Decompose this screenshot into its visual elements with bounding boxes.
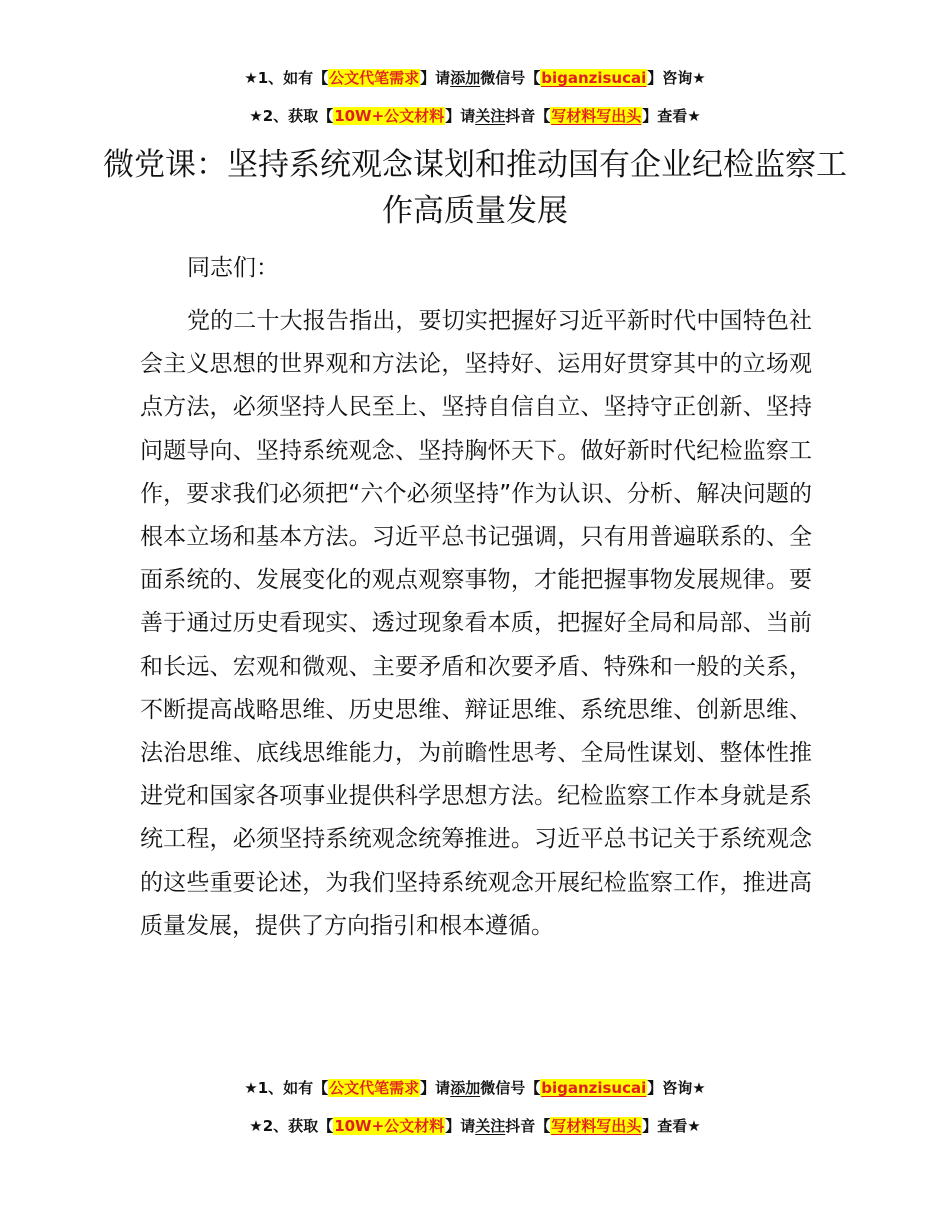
- salutation: 同志们：: [187, 255, 279, 281]
- douyin-account-highlight: 写材料写出头: [551, 1117, 642, 1135]
- materials-highlight: 10W+公文材料: [334, 107, 445, 125]
- header-banner-line-1: [0, 66, 950, 90]
- banner-text: 】咨询★: [647, 1079, 706, 1097]
- banner-text: ★1、如有【: [244, 69, 329, 87]
- document-title: 微党课：坚持系统观念谋划和推动国有企业纪检监察工作高质量发展: [103, 147, 847, 229]
- add-underlined-text: 添加: [450, 69, 481, 87]
- add-underlined-text: 添加: [450, 1079, 481, 1097]
- banner-text: 微信号【: [480, 1079, 541, 1097]
- banner-text: ★2、获取【: [249, 1117, 334, 1135]
- banner-text: 】咨询★: [647, 69, 706, 87]
- banner-text: 】请: [445, 1117, 476, 1135]
- banner-text: ★1、如有【: [244, 1079, 329, 1097]
- banner-text: 抖音【: [505, 1117, 551, 1135]
- douyin-account-highlight: 写材料写出头: [551, 107, 642, 125]
- follow-underlined-text: 关注: [475, 107, 506, 125]
- banner-text: 】请: [420, 69, 451, 87]
- footer-banner-line-2: [0, 1114, 950, 1138]
- materials-highlight: 10W+公文材料: [334, 1117, 445, 1135]
- body-paragraph: 党的二十大报告指出，要切实把握好习近平新时代中国特色社会主义思想的世界观和方法论，坚持好、运用好贯穿其中的立场观点方法，必须坚持人民至上、坚持自信自立、坚持守正创新、坚持问题导向、坚持系统观念、坚持胸怀天下。做好新时代纪检监察工作，要求我们必须把“六个必须坚持”作为认识、分析、解决问题的根本立场和基本方法。习近平总书记强调，只有用普遍联系的、全面系统的、发展变化的观点观察事物，才能把握事物发展规律。要善于通过历史看现实、透过现象看本质，把握好全局和局部、当前和长远、宏观和微观、主要矛盾和次要矛盾、特殊和一般的关系，不断提高战略思维、历史思维、辩证思维、系统思维、创新思维、法治思维、底线思维能力，为前瞻性思考、全局性谋划、整体性推进党和国家各项事业提供科学思想方法。纪检监察工作本身就是系统工程，必须坚持系统观念统筹推进。习近平总书记关于系统观念的这些重要论述，为我们坚持系统观念开展纪检监察工作，推进高质量发展，提供了方向指引和根本遵循。: [140, 308, 812, 939]
- banner-text: 抖音【: [505, 107, 551, 125]
- banner-text: ★2、获取【: [249, 107, 334, 125]
- follow-underlined-text: 关注: [475, 1117, 506, 1135]
- banner-text: 】请: [420, 1079, 451, 1097]
- banner-text: 】查看★: [642, 107, 701, 125]
- banner-text: 】查看★: [642, 1117, 701, 1135]
- header-banner-line-2: [0, 104, 950, 128]
- footer-banner-line-1: [0, 1076, 950, 1100]
- wechat-id-highlight: biganzisucai: [541, 69, 647, 87]
- wechat-service-highlight: 公文代笔需求: [329, 69, 420, 87]
- banner-text: 】请: [445, 107, 476, 125]
- banner-text: 微信号【: [480, 69, 541, 87]
- wechat-id-highlight: biganzisucai: [541, 1079, 647, 1097]
- wechat-service-highlight: 公文代笔需求: [329, 1079, 420, 1097]
